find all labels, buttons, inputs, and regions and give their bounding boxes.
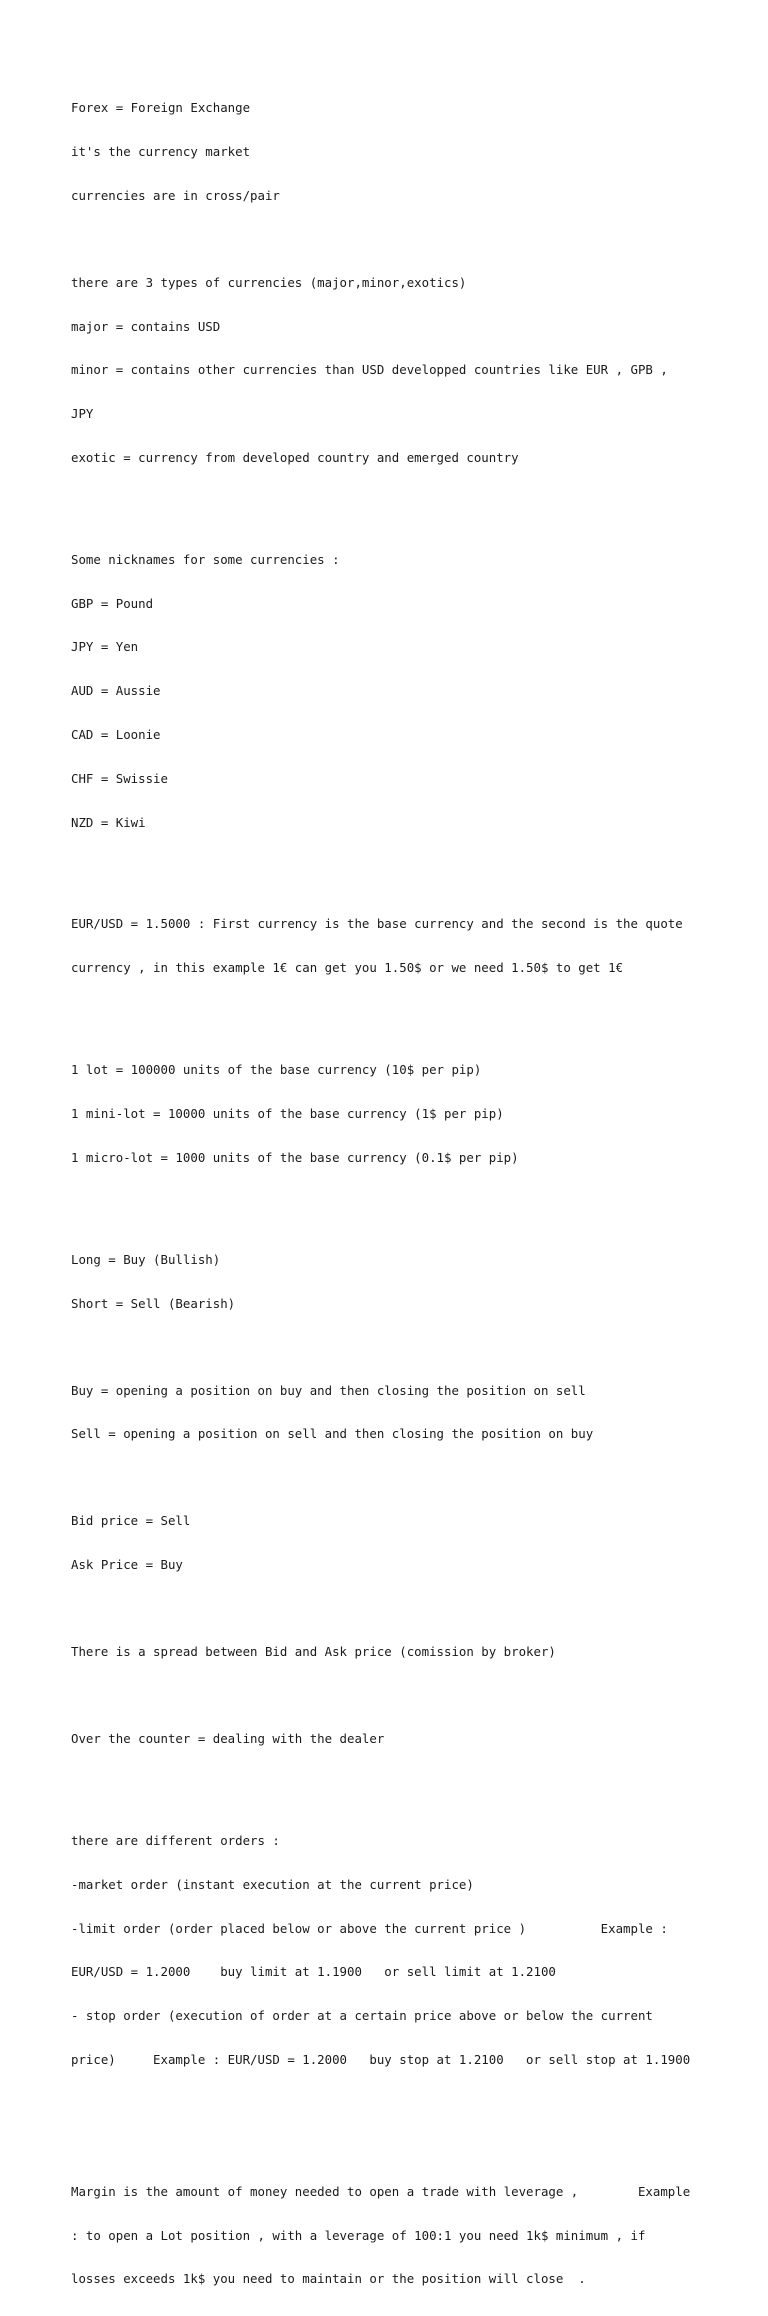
text-line: EUR/USD = 1.2000 buy limit at 1.1900 or sell limit at 1.2100 — [71, 1964, 556, 1980]
paragraph-orders — [71, 1805, 711, 2097]
paragraph-bid-ask — [71, 1485, 711, 1602]
text-line: Sell = opening a position on sell and then closing the position on buy — [71, 1426, 594, 1442]
paragraph-margin — [71, 2156, 711, 2316]
text-line: CHF = Swissie — [71, 770, 168, 786]
text-line: EUR/USD = 1.5000 : First currency is the base currency and the second is the quote — [71, 916, 683, 932]
text-line: GBP = Pound — [71, 595, 154, 611]
text-line: There is a spread between Bid and Ask price (comission by broker) — [71, 1644, 556, 1659]
text-line: 1 lot = 100000 units of the base currency (10$ per pip) — [71, 1062, 482, 1078]
paragraph-lot-sizes — [71, 1034, 711, 1195]
text-line: NZD = Kiwi — [71, 814, 146, 830]
text-line: JPY — [71, 406, 94, 422]
text-line: 1 micro-lot = 1000 units of the base currency (0.1$ per pip) — [71, 1149, 519, 1165]
text-line: there are 3 types of currencies (major,minor,exotics) — [71, 274, 467, 290]
text-line: 1 mini-lot = 10000 units of the base currency (1$ per pip) — [71, 1106, 504, 1121]
text-line: Bid price = Sell — [71, 1513, 191, 1529]
paragraph-currency-types — [71, 247, 711, 495]
paragraph-forex-intro — [71, 72, 711, 233]
text-line: Some nicknames for some currencies : — [71, 551, 340, 567]
text-line: - stop order (execution of order at a certain price above or below the current — [71, 2008, 653, 2024]
text-line: Forex = Foreign Exchange — [71, 100, 251, 116]
text-line: Short = Sell (Bearish) — [71, 1295, 236, 1311]
text-line: Margin is the amount of money needed to open a trade with leverage , Example — [71, 2183, 691, 2199]
text-line: it's the currency market — [71, 143, 251, 159]
text-line: CAD = Loonie — [71, 726, 161, 742]
document-page — [71, 72, 711, 2316]
text-line: currencies are in cross/pair — [71, 187, 280, 203]
text-line: Buy = opening a position on buy and then closing the position on sell — [71, 1382, 586, 1398]
text-line: exotic = currency from developed country and emerged country — [71, 449, 519, 465]
text-line: there are different orders : — [71, 1832, 280, 1848]
text-line: losses exceeds 1k$ you need to maintain or the position will close . — [71, 2271, 586, 2287]
text-line: price) Example : EUR/USD = 1.2000 buy stop at 1.2100 or sell stop at 1.1900 — [71, 2051, 691, 2067]
text-line: minor = contains other currencies than USD developped countries like EUR , GPB , — [71, 362, 668, 378]
paragraph-buy-sell — [71, 1354, 711, 1471]
text-line: JPY = Yen — [71, 639, 139, 655]
text-line: currency , in this example 1€ can get you 1.50$ or we need 1.50$ to get 1€ — [71, 960, 624, 976]
text-line: AUD = Aussie — [71, 683, 161, 699]
text-line: major = contains USD — [71, 318, 221, 334]
text-line: Ask Price = Buy — [71, 1557, 183, 1573]
paragraph-long-short — [71, 1224, 711, 1341]
text-line: -market order (instant execution at the current price) — [71, 1876, 474, 1892]
text-line: Long = Buy (Bullish) — [71, 1251, 221, 1267]
text-line: : to open a Lot position , with a leverage of 100:1 you need 1k$ minimum , if — [71, 2227, 646, 2243]
text-line: -limit order (order placed below or above the current price ) Example : — [71, 1920, 668, 1936]
paragraph-otc — [71, 1703, 711, 1776]
text-line: Over the counter = dealing with the dealer — [71, 1730, 385, 1746]
paragraph-eurusd-example — [71, 888, 711, 1005]
paragraph-spread — [71, 1616, 711, 1689]
paragraph-nicknames — [71, 524, 711, 860]
